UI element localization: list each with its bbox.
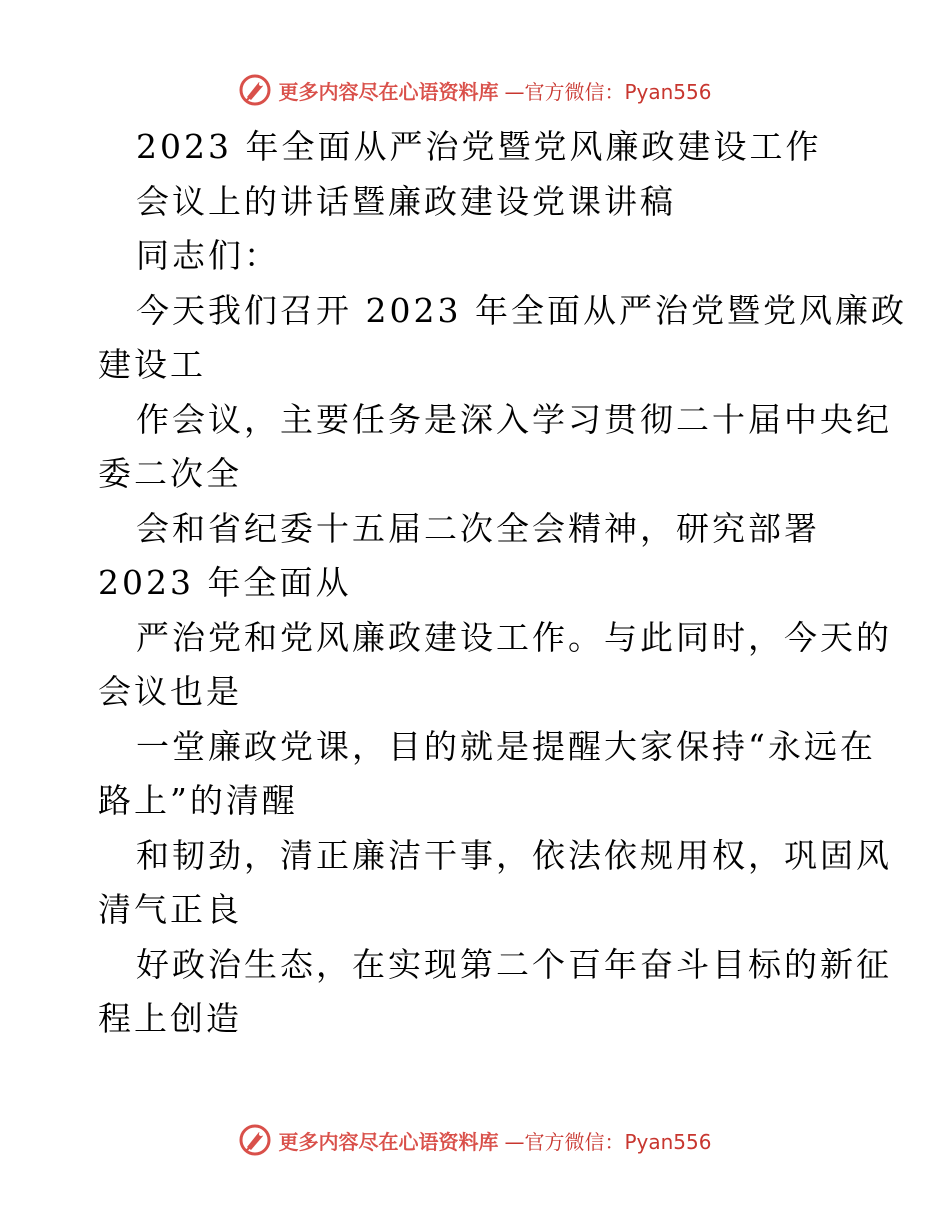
pen-nib-logo-icon (238, 73, 272, 107)
paragraph-line: 严治党和党风廉政建设工作。与此同时，今天的 (136, 617, 892, 657)
paragraph-line: 会和省纪委十五届二次全会精神，研究部署 (136, 508, 820, 548)
pen-nib-logo-icon (238, 1123, 272, 1157)
paragraph-line: 清气正良 (98, 890, 242, 929)
title-line-2: 会议上的讲话暨廉政建设党课讲稿 (136, 181, 676, 221)
paragraph-line: 会议也是 (98, 672, 242, 711)
watermark-contact-text: —官方微信：Pyan556 (504, 1129, 712, 1154)
paragraph-line: 建设工 (98, 345, 206, 384)
paragraph-line: 委二次全 (98, 454, 242, 493)
paragraph-line: 2023 年全面从 (98, 563, 352, 602)
paragraph-line: 一堂廉政党课，目的就是提醒大家保持“永远在 (136, 726, 876, 766)
paragraph-line: 程上创造 (98, 999, 242, 1038)
paragraph-line: 作会议，主要任务是深入学习贯彻二十届中央纪 (136, 399, 892, 439)
document-body (98, 120, 907, 1047)
paragraph-line: 路上”的清醒 (98, 781, 298, 820)
watermark-contact-text: —官方微信：Pyan556 (504, 79, 712, 104)
paragraph-line: 和韧劲，清正廉洁干事，依法依规用权，巩固风 (136, 835, 892, 875)
watermark-brand-text: 更多内容尽在心语资料库 (278, 1129, 499, 1154)
header-watermark (0, 70, 950, 110)
title-line-1: 2023 年全面从严治党暨党风廉政建设工作 (136, 127, 822, 166)
paragraph-line: 好政治生态，在实现第二个百年奋斗目标的新征 (136, 944, 892, 984)
watermark-brand-text: 更多内容尽在心语资料库 (278, 79, 499, 104)
salutation: 同志们： (136, 236, 280, 275)
paragraph-line: 今天我们召开 2023 年全面从严治党暨党风廉政 (136, 290, 907, 330)
footer-watermark (0, 1120, 950, 1160)
